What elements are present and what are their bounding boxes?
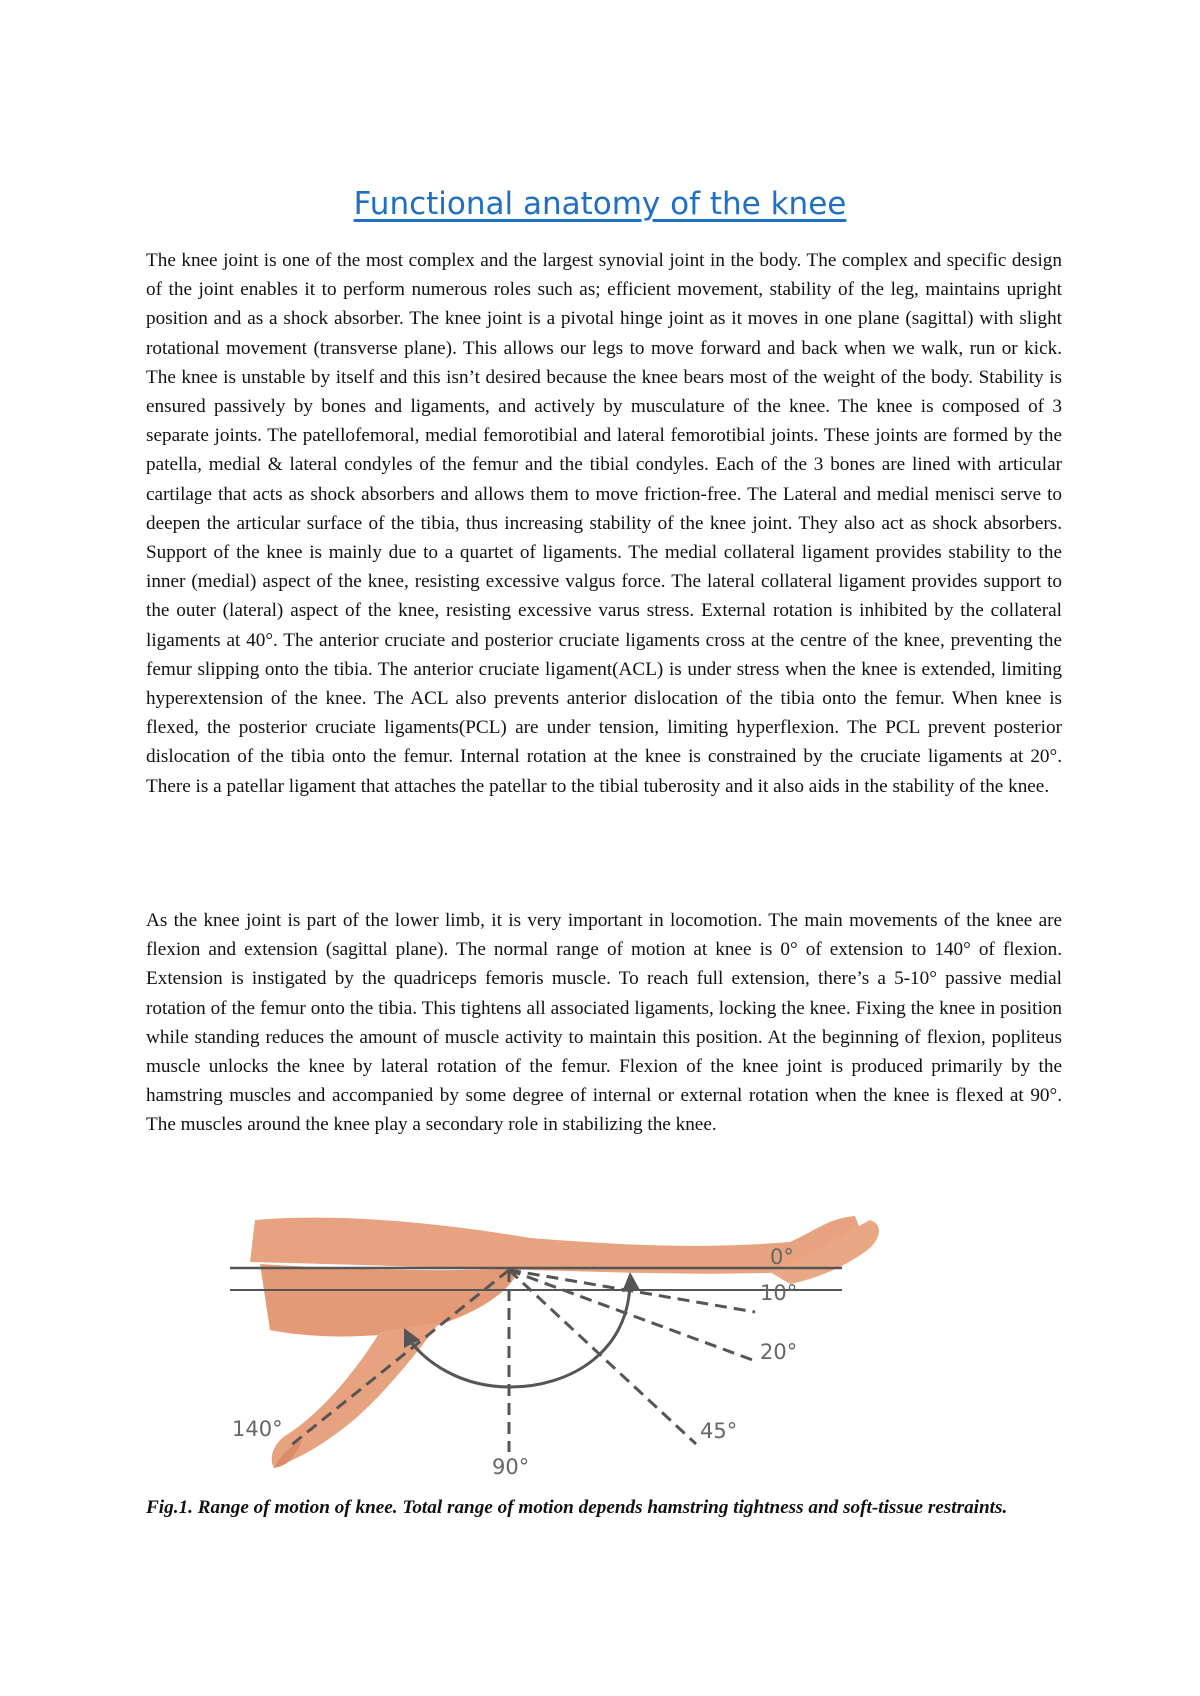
knee-range-of-motion-figure (230, 1212, 970, 1482)
page-title: Functional anatomy of the knee (353, 186, 847, 222)
figure-caption: Fig.1. Range of motion of knee. Total range of motion depends hamstring tightness and soft-tissue restraints. (146, 1497, 1008, 1518)
angle-label-0: 0° (770, 1245, 794, 1269)
flexed-thigh (260, 1264, 520, 1337)
angle-label-20: 20° (760, 1340, 798, 1364)
arc-arrow-end-icon (622, 1272, 640, 1292)
angle-label-140: 140° (232, 1417, 283, 1441)
angle-label-90: 90° (492, 1455, 530, 1479)
paragraph-2: As the knee joint is part of the lower limb, it is very important in locomotion. The main movements of the knee are flexion and extension (sagittal plane). The normal range of motion at knee is 0° of extension to 140° of flexion. Extension is instigated by the quadriceps femoris muscle. To reach full extension, there’s a 5-10° passive medial rotation of the femur onto the tibia. This tightens all associated ligaments, locking the knee. Fixing the knee in position while standing reduces the amount of muscle activity to maintain this position. At the beginning of flexion, popliteus muscle unlocks the knee by lateral rotation of the femur. Flexion of the knee joint is produced primarily by the hamstring muscles and accompanied by some degree of internal or external rotation when the knee is flexed at 90°. The muscles around the knee play a secondary role in stabilizing the knee. (146, 910, 1062, 1136)
paragraph-1: The knee joint is one of the most complex and the largest synovial joint in the body. The complex and specific design of the joint enables it to perform numerous roles such as; efficient movement, stability of the leg, maintains upright position and as a shock absorber. The knee joint is a pivotal hinge joint as it moves in one plane (sagittal) with slight rotational movement (transverse plane). This allows our legs to move forward and back when we walk, run or kick. The knee is unstable by itself and this isn’t desired because the knee bears most of the weight of the body. Stability is ensured passively by bones and ligaments, and actively by musculature of the knee. The knee is composed of 3 separate joints. The patellofemoral, medial femorotibial and lateral femorotibial joints. These joints are formed by the patella, medial & lateral condyles of the femur and the tibial condyles. Each of the 3 bones are lined with articular cartilage that acts as shock absorbers and allows them to move friction-free. The Lateral and medial menisci serve to deepen the articular surface of the tibia, thus increasing stability of the knee joint. They also act as shock absorbers. Support of the knee is mainly due to a quartet of ligaments. The medial collateral ligament provides stability to the inner (medial) aspect of the knee, resisting excessive valgus force. The lateral collateral ligament provides support to the outer (lateral) aspect of the knee, resisting excessive varus stress. External rotation is inhibited by the collateral ligaments at 40°. The anterior cruciate and posterior cruciate ligaments cross at the centre of the knee, preventing the femur slipping onto the tibia. The anterior cruciate ligament(ACL) is under stress when the knee is extended, limiting hyperextension of the knee. The ACL also prevents anterior dislocation of the tibia onto the femur. When knee is flexed, the posterior cruciate ligaments(PCL) are under tension, limiting hyperflexion. The PCL prevent posterior dislocation of the tibia onto the femur. Internal rotation at the knee is constrained by the cruciate ligaments at 20°. There is a patellar ligament that attaches the patellar to the tibial tuberosity and it also aids in the stability of the knee. (146, 250, 1062, 797)
angle-label-10: 10° (760, 1281, 798, 1305)
angle-label-45: 45° (700, 1419, 738, 1443)
